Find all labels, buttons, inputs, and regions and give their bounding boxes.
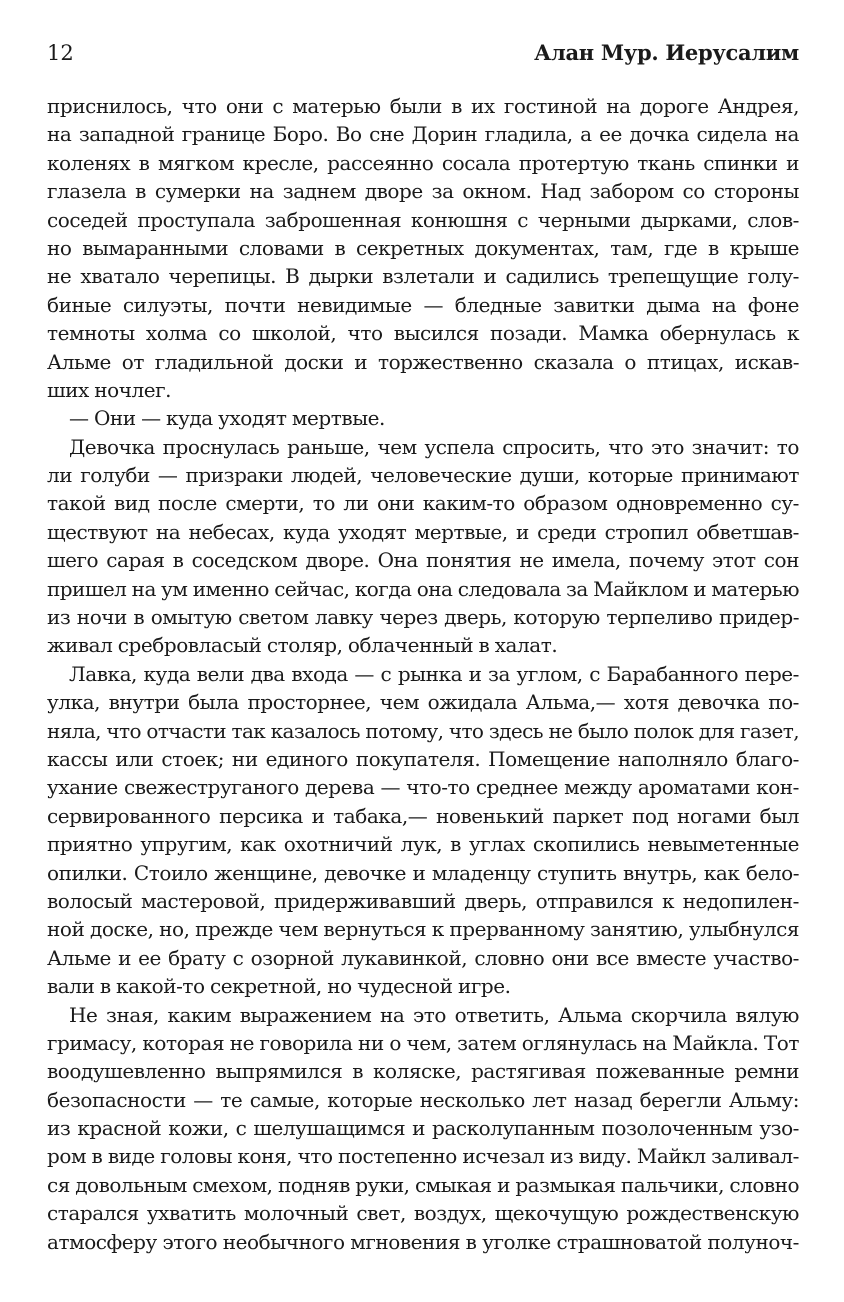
text-line: биные силуэты, почти невидимые — бледные завитки дыма на фоне — [47, 292, 799, 317]
page-number: 12 — [47, 41, 74, 65]
text-line: улка, внутри была просторнее, чем ожидала Альма,— хотя девочка по- — [47, 690, 799, 715]
text-line: приснилось, что они с матерью были в их гостиной на дороге Андрея, — [47, 94, 799, 118]
text-line: Девочка проснулась раньше, чем успела спросить, что это значит: то — [69, 434, 799, 459]
paragraph — [47, 660, 799, 1001]
text-line: Лавка, куда вели два входа — с рынка и за углом, с Барабанного пере- — [69, 661, 799, 686]
text-line: пришел на ум именно сейчас, когда она следовала за Майклом и матерью — [47, 576, 799, 601]
paragraph — [47, 92, 799, 404]
paragraph — [47, 1001, 799, 1257]
text-line: опилки. Стоило женщине, девочке и младенцу ступить внутрь, как бело- — [47, 860, 799, 885]
text-line: шего сарая в соседском дворе. Она понятия не имела, почему этот сон — [47, 548, 799, 573]
text-line: соседей проступала заброшенная конюшня с черными дырками, слов- — [47, 207, 799, 232]
text-line: глазела в сумерки на заднем дворе за окном. Над забором со стороны — [47, 179, 799, 204]
text-line: кассы или стоек; ни единого покупателя. Помещение наполняло благо- — [47, 746, 799, 771]
text-line: на западной границе Боро. Во сне Дорин гладила, а ее дочка сидела на — [47, 122, 799, 147]
text-line: приятно упругим, как охотничий лук, в углах скопились невыметенные — [47, 832, 799, 857]
text-line: ся довольным смехом, подняв руки, смыкая и размыкая пальчики, словно — [47, 1172, 799, 1197]
text-line: Альме и ее брату с озорной лукавинкой, словно они все вместе участво- — [47, 945, 799, 970]
text-line: воодушевленно выпрямился в коляске, растягивая пожеванные ремни — [47, 1059, 799, 1084]
text-line: из красной кожи, с шелушащимся и расколупанным позолоченным узо- — [47, 1116, 799, 1141]
page-header — [47, 38, 799, 70]
text-line: но вымаранными словами в секретных документах, там, где в крыше — [47, 235, 799, 260]
text-line: ухание свежеструганого дерева — что-то среднее между ароматами кон- — [47, 775, 799, 800]
book-page — [47, 0, 799, 1302]
text-line: атмосферу этого необычного мгновения в уголке страшноватой полуноч- — [47, 1229, 799, 1254]
text-line: Не зная, каким выражением на это ответить, Альма скорчила вялую — [69, 1002, 799, 1027]
text-line: волосый мастеровой, придерживавший дверь, отправился к недопилен- — [47, 888, 799, 913]
text-line: коленях в мягком кресле, рассеянно сосала протертую ткань спинки и — [47, 150, 799, 175]
text-line: гримасу, которая не говорила ни о чем, затем оглянулась на Майкла. Тот — [47, 1030, 799, 1055]
text-line: вали в какой-то секретной, но чудесной игре. — [47, 974, 511, 999]
text-line: такой вид после смерти, то ли они каким-то образом одновременно су- — [47, 491, 799, 516]
text-line: няла, что отчасти так казалось потому, что здесь не было полок для газет, — [47, 718, 799, 743]
text-line: ной доске, но, прежде чем вернуться к прерванному занятию, улыбнулся — [47, 917, 799, 942]
running-title: Алан Мур. Иерусалим — [534, 40, 799, 65]
text-line: ществуют на небесах, куда уходят мертвые, и среди стропил обветшав- — [47, 519, 799, 544]
text-line: ших ночлег. — [47, 377, 172, 402]
text-line: безопасности — те самые, которые несколько лет назад берегли Альму: — [47, 1087, 799, 1112]
paragraph — [47, 404, 799, 432]
text-line: из ночи в омытую светом лавку через дверь, которую терпеливо придер- — [47, 605, 799, 630]
text-line: не хватало черепицы. В дырки взлетали и садились трепещущие голу- — [47, 264, 799, 289]
text-line: сервированного персика и табака,— новенький паркет под ногами был — [47, 803, 799, 828]
text-line: темноты холма со школой, что высился позади. Мамка обернулась к — [47, 321, 799, 346]
text-line: ром в виде головы коня, что постепенно исчезал из виду. Майкл заливал- — [47, 1144, 799, 1169]
text-line: — Они — куда уходят мертвые. — [69, 406, 385, 431]
text-line: ли голуби — призраки людей, человеческие души, которые принимают — [47, 463, 799, 488]
text-line: Альме от гладильной доски и торжественно сказала о птицах, искав- — [47, 349, 799, 374]
text-line: старался ухватить молочный свет, воздух, щекочущую рождественскую — [47, 1201, 799, 1226]
body-text — [47, 92, 799, 1256]
paragraph — [47, 433, 799, 660]
text-line: живал сребровласый столяр, облаченный в халат. — [47, 633, 558, 658]
